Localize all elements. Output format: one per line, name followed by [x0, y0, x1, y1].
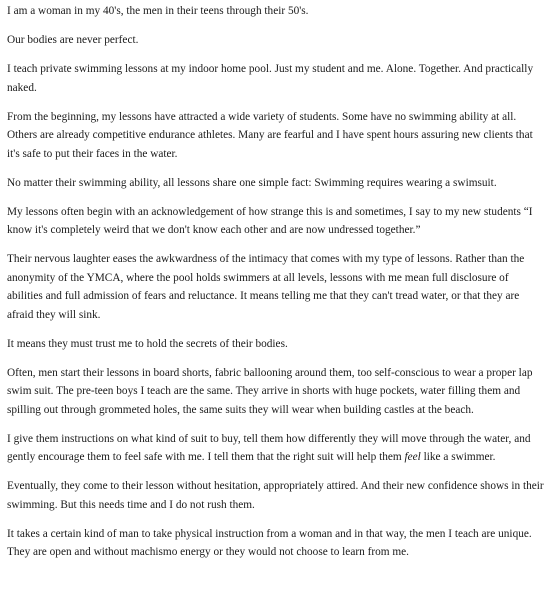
emphasized-word: feel	[404, 451, 421, 463]
paragraph: Eventually, they come to their lesson without hesitation, appropriately attired. And their new confidence shows in their swimming. But this needs time and I do not rush them.	[7, 480, 544, 511]
paragraph: I am a woman in my 40's, the men in their teens through their 50's.	[7, 5, 309, 17]
paragraph: From the beginning, my lessons have attracted a wide variety of students. Some have no swimming ability at all. Others are already competitive endurance athletes. Many are fearful and I have spent hours assuring new clients that it's safe to put their faces in the water.	[7, 110, 533, 160]
paragraph: Their nervous laughter eases the awkwardness of the intimacy that comes with my type of lessons. Rather than the anonymity of the YMCA, where the pool holds swimmers at all levels, lessons with me mean full disclosure of abilities and full admission of fears and reluctance. It means telling me that they can't tread water, or that they are afraid they will sink.	[7, 253, 525, 321]
article-body	[7, 2, 545, 572]
paragraph: It means they must trust me to hold the secrets of their bodies.	[7, 337, 288, 350]
paragraph: My lessons often begin with an acknowledgement of how strange this is and sometimes, I say to my new students “I know it's completely weird that we don't know each other and are now undressed together.”	[7, 205, 533, 236]
paragraph-text: I give them instructions on what kind of suit to buy, tell them how differently they will move through the water, and gently encourage them to feel safe with me. I tell them that the right suit will help them	[7, 432, 531, 463]
paragraph-text: like a swimmer.	[420, 451, 496, 463]
paragraph: Often, men start their lessons in board shorts, fabric ballooning around them, too self-conscious to wear a proper lap swim suit. The pre-teen boys I teach are the same. They arrive in shorts with huge pockets, water filling them and spilling out through grommeted holes, the same suits they will wear when building castles at the beach.	[7, 366, 533, 416]
paragraph	[7, 430, 545, 467]
paragraph: It takes a certain kind of man to take physical instruction from a woman and in that way, the men I teach are unique. They are open and without machismo energy or they would not choose to learn from me.	[7, 527, 532, 558]
paragraph: Our bodies are never perfect.	[7, 34, 139, 46]
paragraph: No matter their swimming ability, all lessons share one simple fact: Swimming requires wearing a swimsuit.	[7, 176, 497, 189]
paragraph: I teach private swimming lessons at my indoor home pool. Just my student and me. Alone. Together. And practically naked.	[7, 63, 534, 94]
